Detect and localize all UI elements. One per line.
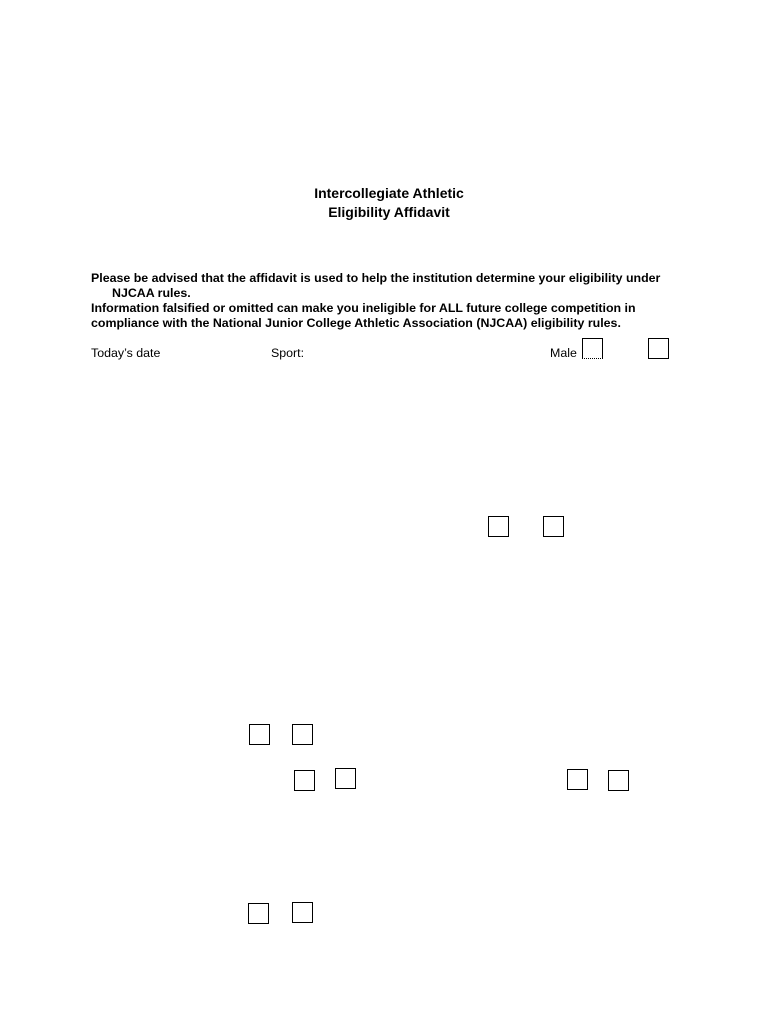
male-checkbox[interactable]	[582, 338, 603, 359]
notice-line-1: Please be advised that the affidavit is used to help the institution determine your eligibility under	[91, 271, 661, 285]
title-line-1: Intercollegiate Athletic	[314, 185, 464, 201]
question-5-yes-checkbox[interactable]	[248, 903, 269, 924]
female-checkbox[interactable]	[648, 338, 669, 359]
question-2-yes-checkbox[interactable]	[249, 724, 270, 745]
question-1-no-checkbox[interactable]	[543, 516, 564, 537]
male-label: Male	[550, 346, 577, 360]
question-1-yes-checkbox[interactable]	[488, 516, 509, 537]
question-5-no-checkbox[interactable]	[292, 902, 313, 923]
notice-line-4: compliance with the National Junior College Athletic Association (NJCAA) eligibility rules.	[91, 316, 621, 330]
question-4-yes-checkbox[interactable]	[567, 769, 588, 790]
notice-line-2: NJCAA rules.	[112, 286, 191, 300]
question-3-no-checkbox[interactable]	[335, 768, 356, 789]
todays-date-label: Today’s date	[91, 346, 161, 360]
question-4-no-checkbox[interactable]	[608, 770, 629, 791]
notice-line-3: Information falsified or omitted can make you ineligible for ALL future college competition in	[91, 301, 636, 315]
sport-label: Sport:	[271, 346, 305, 360]
title-line-2: Eligibility Affidavit	[328, 204, 450, 220]
question-2-no-checkbox[interactable]	[292, 724, 313, 745]
question-3-yes-checkbox[interactable]	[294, 770, 315, 791]
